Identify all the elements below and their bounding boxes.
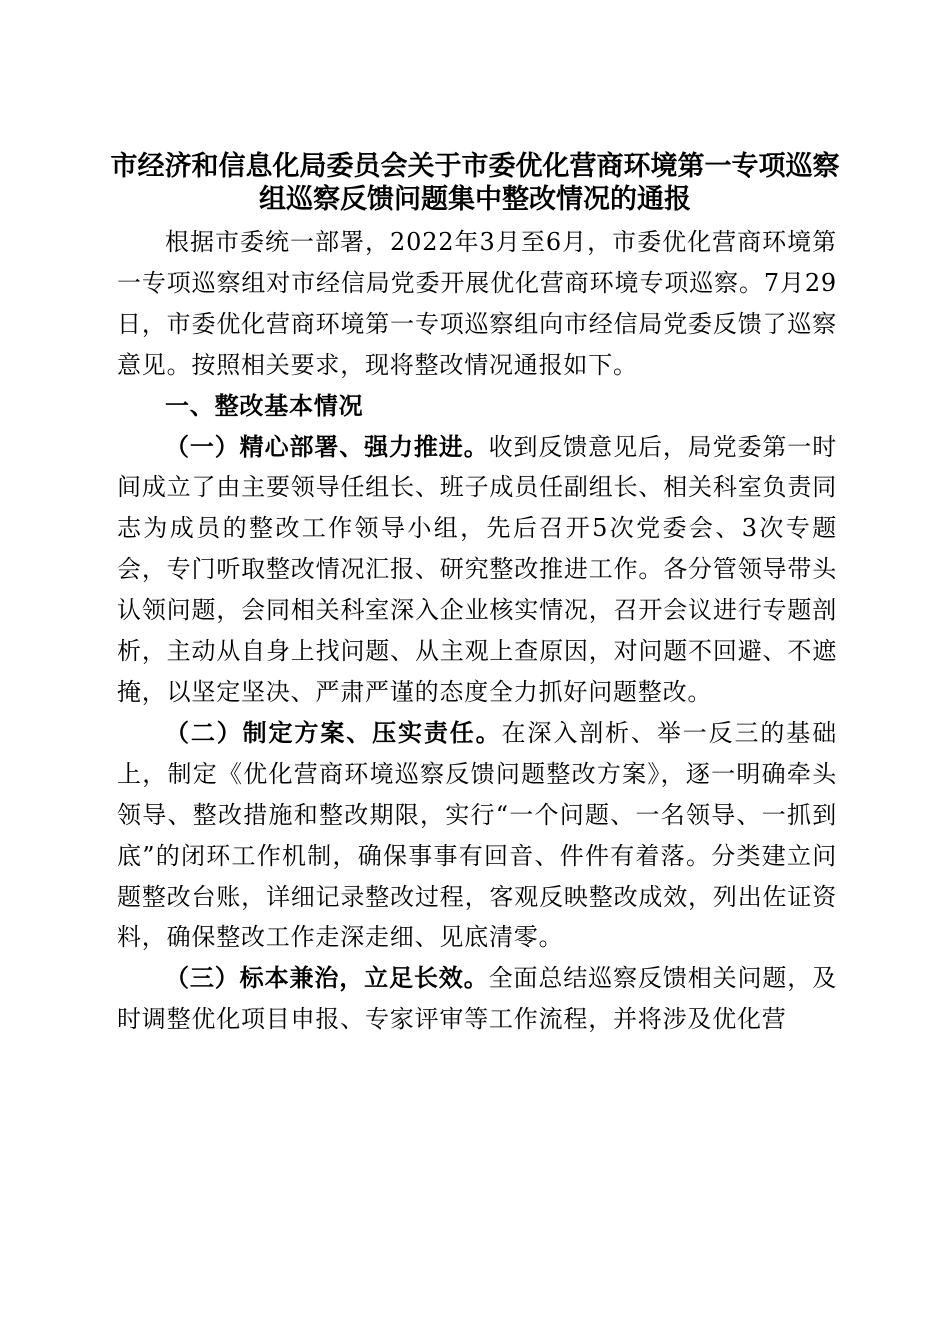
item-3-lead: （三）标本兼治，立足长效。 [165,963,489,993]
document-body [117,222,837,1040]
item-paragraph-1 [117,427,837,713]
item-1-text: 收到反馈意见后，局党委第一时间成立了由主要领导任组长、班子成员任副组长、相关科室负责同志为成员的整改工作领导小组，先后召开5次党委会、3次专题会，专门听取整改情况汇报、研究整改推进工作。各分管领导带头认领问题，会同相关科室深入企业核实情况，召开会议进行专题剖析，主动从自身上找问题、从主观上查原因，对问题不回避、不遮掩，以坚定坚决、严肃严谨的态度全力抓好问题整改。 [117,432,838,706]
item-2-lead: （二）制定方案、压实责任。 [165,717,502,747]
document-title [110,150,840,216]
title-line-2: 组巡察反馈问题集中整改情况的通报 [259,184,691,215]
intro-paragraph: 根据市委统一部署，2022年3月至6月，市委优化营商环境第一专项巡察组对市经信局党委开展优化营商环境专项巡察。7月29日，市委优化营商环境第一专项巡察组向市经信局党委反馈了巡察意见。按照相关要求，现将整改情况通报如下。 [117,228,837,379]
item-1-lead: （一）精心部署、强力推进。 [165,431,489,461]
section-heading-1: 一、整改基本情况 [165,390,364,420]
item-paragraph-3 [117,958,837,1040]
item-3-text: 全面总结巡察反馈相关问题，及时调整优化项目申报、专家评审等工作流程，并将涉及优化营 [117,964,838,1034]
item-paragraph-2 [117,713,837,958]
title-line-1: 市经济和信息化局委员会关于市委优化营商环境第一专项巡察 [110,151,840,182]
item-2-text: 在深入剖析、举一反三的基础上，制定《优化营商环境巡察反馈问题整改方案》，逐一明确牵头领导、整改措施和整改期限，实行“一个问题、一名领导、一抓到底”的闭环工作机制，确保事事有回音、件件有着落。分类建立问题整改台账，详细记录整改过程，客观反映整改成效，列出佐证资料，确保整改工作走深走细、见底清零。 [117,718,837,952]
